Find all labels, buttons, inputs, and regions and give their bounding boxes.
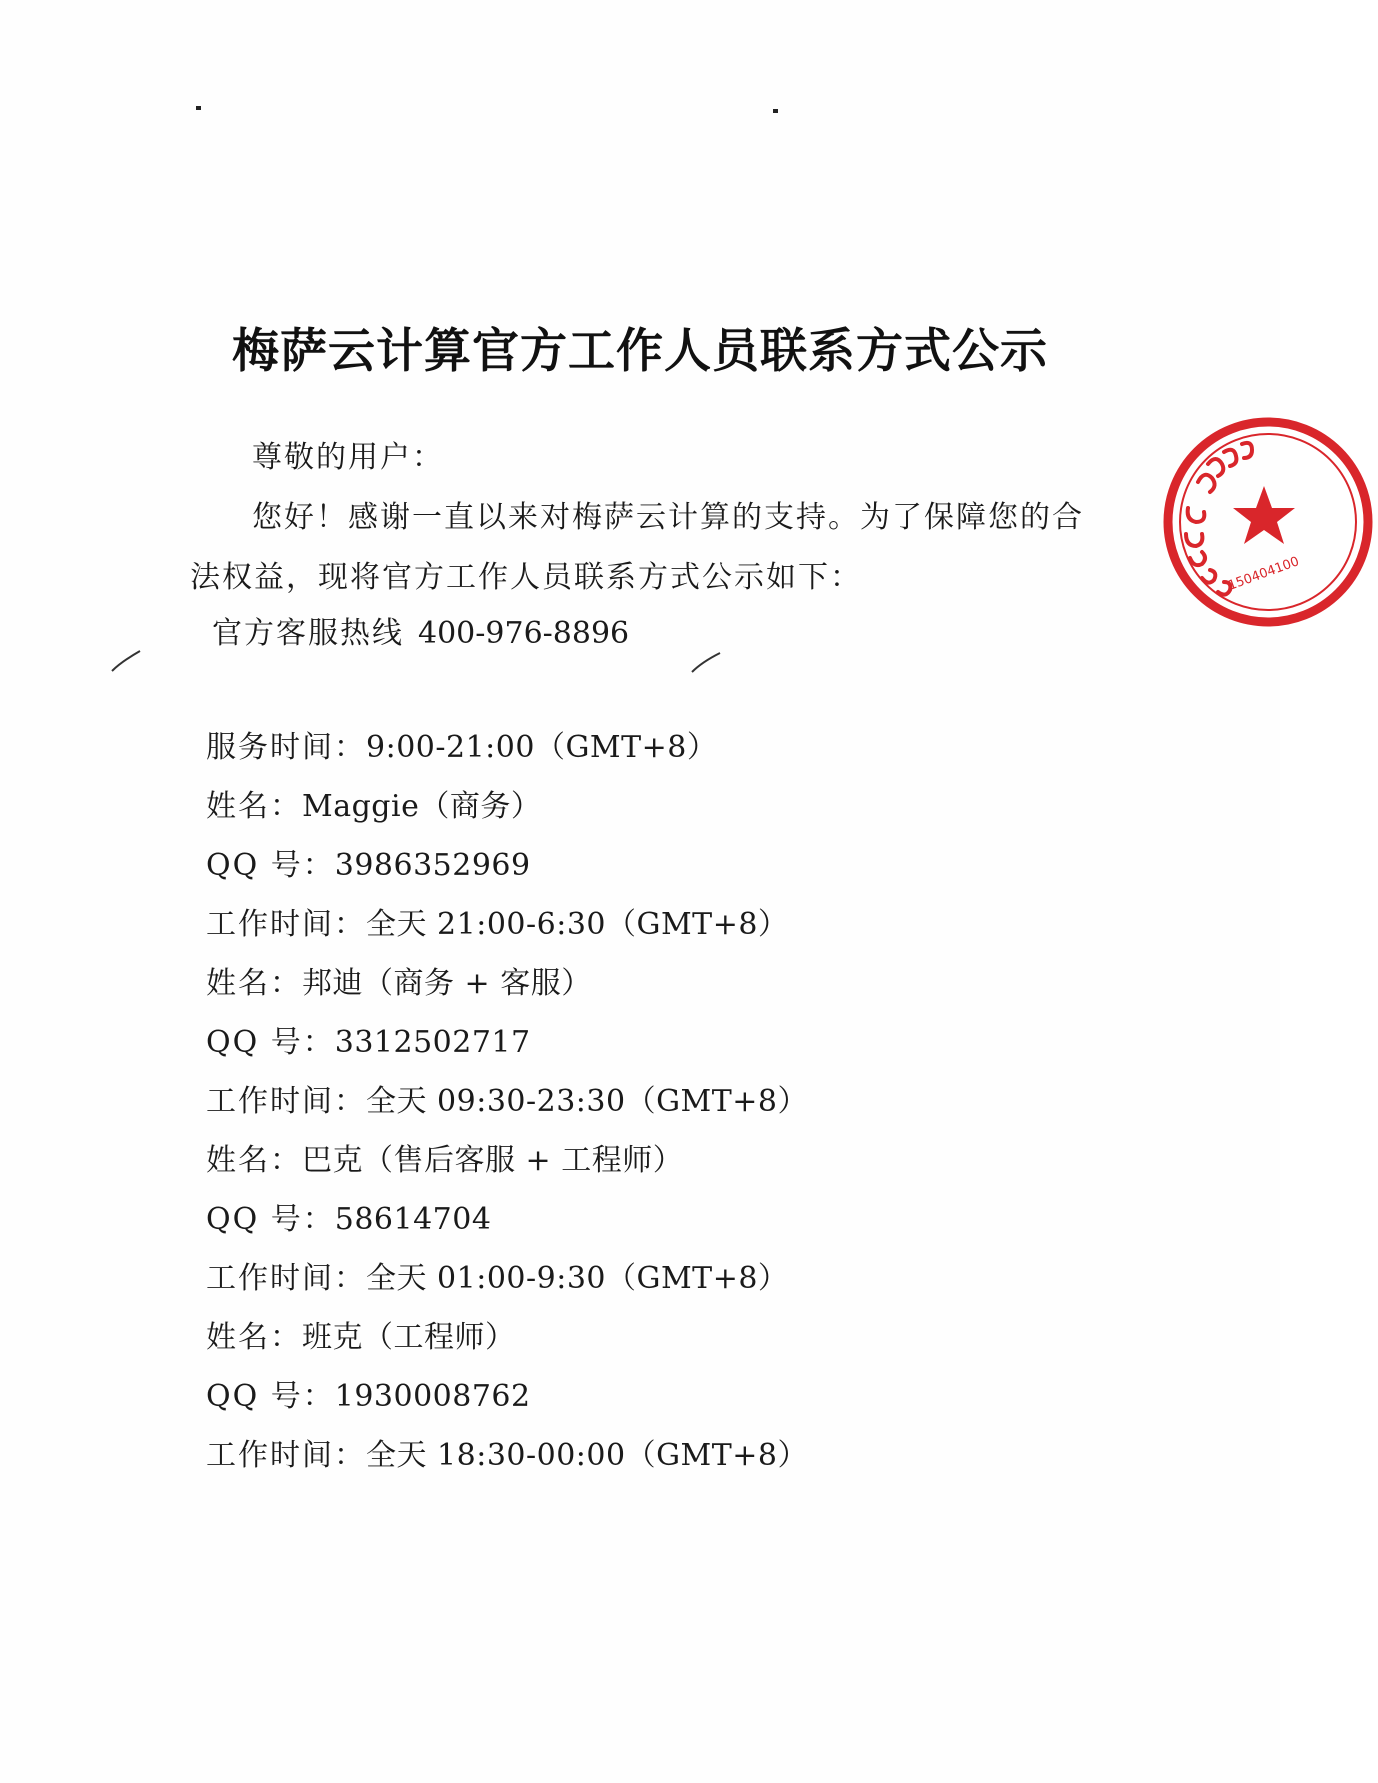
line-value: 全天 01:00-9:30（GMT+8） — [366, 1261, 789, 1296]
contact-line — [206, 1076, 1106, 1135]
line-label: 姓名： — [206, 1320, 302, 1355]
line-value: 9:00-21:00（GMT+8） — [366, 730, 718, 765]
greeting: 尊敬的用户： — [252, 440, 444, 475]
contact-line — [206, 840, 1106, 899]
contact-line — [206, 1312, 1106, 1371]
line-label: 工作时间： — [206, 907, 366, 942]
line-label: 姓名： — [206, 1143, 302, 1178]
scan-stroke — [690, 648, 722, 676]
hotline-line — [212, 608, 629, 652]
line-value: 班克（工程师） — [302, 1320, 516, 1355]
line-value: 全天 09:30-23:30（GMT+8） — [366, 1084, 808, 1119]
intro-paragraph: 您好！感谢一直以来对梅萨云计算的支持。为了保障您的合法权益，现将官方工作人员联系方式公示如下： — [190, 500, 1084, 595]
line-value: 3986352969 — [334, 848, 531, 883]
line-label: QQ 号： — [206, 1379, 335, 1414]
contact-line — [206, 899, 1106, 958]
contact-line — [206, 1253, 1106, 1312]
seal-number-text: 150404100 — [1226, 554, 1302, 594]
line-label: QQ 号： — [206, 848, 335, 883]
line-value: 1930008762 — [334, 1379, 531, 1414]
line-value: 3312502717 — [334, 1025, 531, 1060]
contact-line — [206, 1371, 1106, 1430]
company-seal-icon — [1158, 412, 1378, 632]
line-label: 工作时间： — [206, 1084, 366, 1119]
line-label: 工作时间： — [206, 1438, 366, 1473]
contact-line — [206, 958, 1106, 1017]
contact-line — [206, 1430, 1106, 1489]
seal-star-icon — [1233, 486, 1295, 544]
line-value: Maggie（商务） — [302, 789, 542, 824]
line-label: 姓名： — [206, 789, 302, 824]
scan-dot — [773, 109, 778, 113]
contact-line — [206, 1135, 1106, 1194]
scan-dot — [196, 106, 201, 110]
contact-line — [206, 1017, 1106, 1076]
line-value: 全天 18:30-00:00（GMT+8） — [366, 1438, 808, 1473]
contact-line — [206, 722, 1106, 781]
hotline-value: 400-976-8896 — [418, 616, 630, 651]
line-label: QQ 号： — [206, 1025, 335, 1060]
contact-line — [206, 781, 1106, 840]
document-title: 梅萨云计算官方工作人员联系方式公示 — [232, 324, 1048, 379]
contact-list — [206, 722, 1106, 1489]
line-value: 58614704 — [334, 1202, 492, 1237]
line-value: 邦迪（商务 + 客服） — [302, 966, 592, 1001]
line-label: 工作时间： — [206, 1261, 366, 1296]
hotline-label: 官方客服热线 — [212, 616, 404, 651]
contact-line — [206, 1194, 1106, 1253]
scan-stroke — [110, 645, 142, 675]
line-value: 全天 21:00-6:30（GMT+8） — [366, 907, 789, 942]
line-label: QQ 号： — [206, 1202, 335, 1237]
line-label: 服务时间： — [206, 730, 366, 765]
line-value: 巴克（售后客服 + 工程师） — [302, 1143, 684, 1178]
line-label: 姓名： — [206, 966, 302, 1001]
